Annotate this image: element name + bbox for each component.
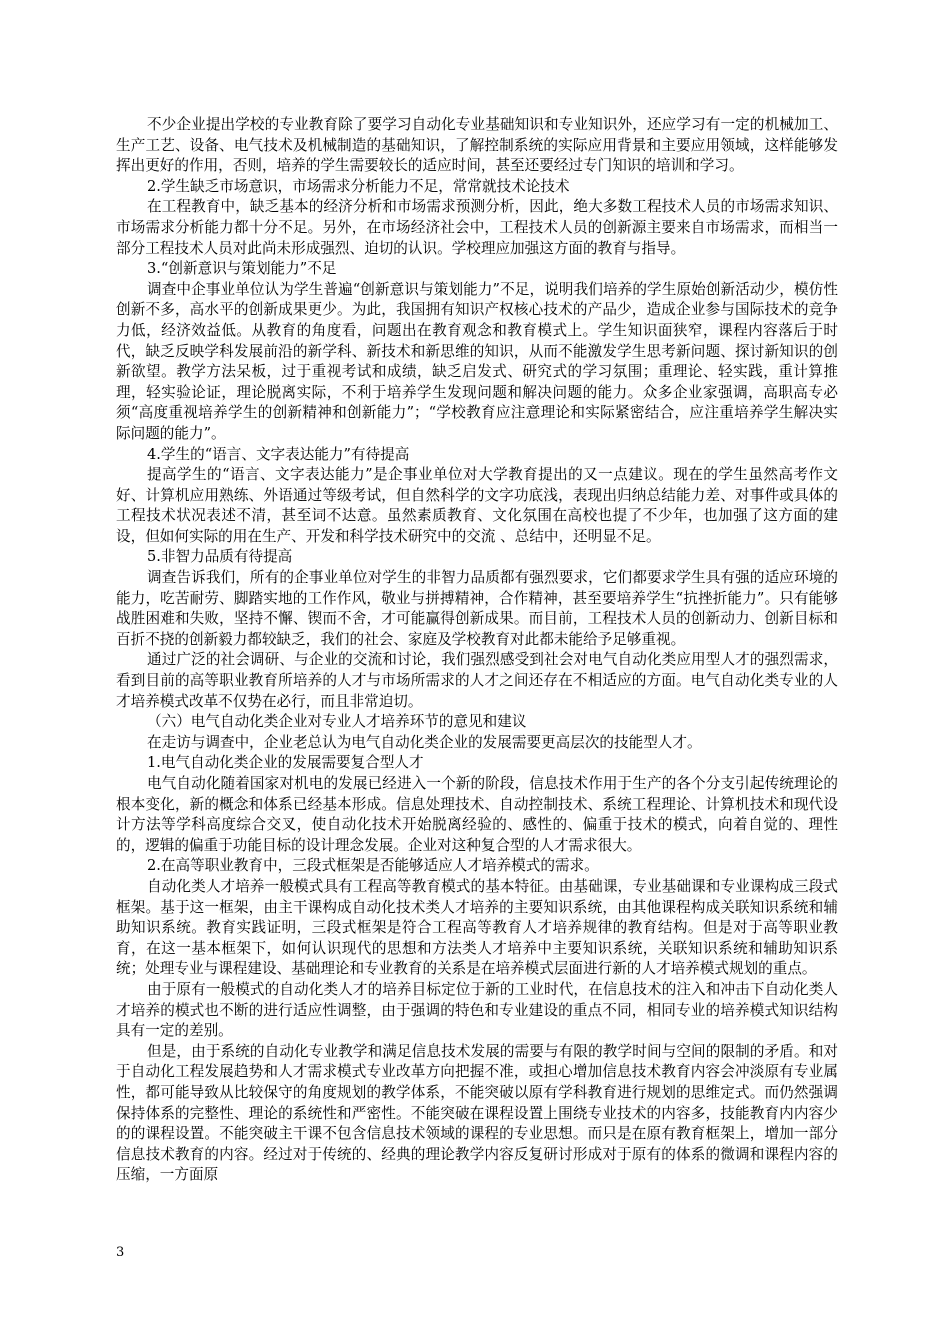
section-heading: 5.非智力品质有待提高 (147, 548, 293, 566)
paragraph: 电气自动化随着国家对机电的发展已经进入一个新的阶段，信息技术作用于生产的各个分支引起传统理论的根本变化，新的概念和体系已经基本形成。信息处理技术、自动控制技术、系统工程理论、计算机技术和现代设计方法等学科高度综合交叉，使自动化技术开始脱离经验的、感性的、偏重于技术的模式，向着自觉的、理性的，逻辑的偏重于功能目标的设计理念发展。企业对这种复合型的人才需求很大。 (116, 775, 838, 854)
paragraph: 调查告诉我们，所有的企事业单位对学生的非智力品质都有强烈要求，它们都要求学生具有强的适应环境的能力，吃苦耐劳、脚踏实地的工作作风，敬业与拼搏精神，合作精神，甚至要培养学生“抗挫折能力”。只有能够战胜困难和失败，坚持不懈、锲而不舍，才可能赢得创新成果。而目前，工程技术人员的创新动力、创新目标和百折不挠的创新毅力都较缺乏，我们的社会、家庭及学校教育对此都未能给予足够重视。 (116, 569, 838, 648)
paragraph: 在工程教育中，缺乏基本的经济分析和市场需求预测分析，因此，绝大多数工程技术人员的市场需求知识、市场需求分析能力都十分不足。另外，在市场经济社会中，工程技术人员的创新源主要来自市场需求，而相当一部分工程技术人员对此尚未形成强烈、迫切的认识。学校理应加强这方面的教育与指导。 (116, 198, 838, 257)
section-heading: 1.电气自动化类企业的发展需要复合型人才 (147, 754, 424, 772)
section-heading: 2.在高等职业教育中，三段式框架是否能够适应人才培养模式的需求。 (147, 857, 599, 875)
section-heading: 3.“创新意识与策划能力”不足 (147, 260, 337, 278)
paragraph: 自动化类人才培养一般模式具有工程高等教育模式的基本特征。由基础课，专业基础课和专业课构成三段式框架。基于这一框架，由主干课构成自动化技术类人才培养的主要知识系统，由其他课程构成关联知识系统和辅助知识系统。教育实践证明，三段式框架是符合工程高等教育人才培养规律的教育结构。但是对于高等职业教育，在这一基本框架下，如何认识现代的思想和方法类人才培养中主要知识系统，关联知识系统和辅助知识系统；处理专业与课程建设、基础理论和专业教育的关系是在培养模式层面进行新的人才培养模式规划的重点。 (116, 877, 838, 978)
paragraph: 不少企业提出学校的专业教育除了要学习自动化专业基础知识和专业知识外，还应学习有一定的机械加工、生产工艺、设备、电气技术及机械制造的基础知识，了解控制系统的实际应用背景和主要应用领域，这样能够发挥出更好的作用，否则，培养的学生需要较长的适应时间，甚至还要经过专门知识的培训和学习。 (116, 116, 838, 175)
paragraph: 由于原有一般模式的自动化类人才的培养目标定位于新的工业时代，在信息技术的注入和冲击下自动化类人才培养的模式也不断的进行适应性调整，由于强调的特色和专业建设的重点不同，相同专业的培养模式知识结构具有一定的差别。 (116, 980, 838, 1040)
section-heading: 2.学生缺乏市场意识，市场需求分析能力不足，常常就技术论技术 (147, 177, 570, 195)
document-body (116, 115, 838, 1186)
section-heading: （六）电气自动化类企业对专业人才培养环节的意见和建议 (147, 713, 527, 731)
paragraph: 在走访与调查中，企业老总认为电气自动化类企业的发展需要更高层次的技能型人才。 (147, 733, 702, 751)
paragraph: 通过广泛的社会调研、与企业的交流和讨论，我们强烈感受到社会对电气自动化类应用型人才的强烈需求，看到目前的高等职业教育所培养的人才与市场所需求的人才之间还存在不相适应的方面。电气自动化类专业的人才培养模式改革不仅势在必行，而且非常迫切。 (116, 651, 838, 710)
section-heading: 4.学生的“语言、文字表达能力”有待提高 (147, 445, 410, 463)
page-number: 3 (116, 1245, 125, 1260)
paragraph: 提高学生的“语言、文字表达能力”是企事业单位对大学教育提出的又一点建议。现在的学生虽然高考作文好、计算机应用熟练、外语通过等级考试，但自然科学的文字功底浅，表现出归纳总结能力差、对事件或具体的工程技术状况表述不清，甚至词不达意。虽然素质教育、文化氛围在高校也提了不少年，也加强了这方面的建设，但如何实际的用在生产、开发和科学技术研究中的交流 、总结中，还明显不足。 (116, 466, 838, 545)
paragraph: 调查中企事业单位认为学生普遍“创新意识与策划能力”不足，说明我们培养的学生原始创新活动少，模仿性创新不多，高水平的创新成果更少。为此，我国拥有知识产权核心技术的产品少，造成企业参与国际技术的竞争力低，经济效益低。从教育的角度看，问题出在教育观念和教育模式上。学生知识面狭窄，课程内容落后于时代，缺乏反映学科发展前沿的新学科、新技术和新思维的知识，从而不能激发学生思考新问题、探讨新知识的创新欲望。教学方法呆板，过于重视考试和成绩，缺乏启发式、研究式的学习氛围；重理论、轻实践，重计算推理，轻实验论证，理论脱离实际，不利于培养学生发现问题和解决问题的能力。众多企业家强调，高职高专必须“高度重视培养学生的创新精神和创新能力”；“学校教育应注意理论和实际紧密结合，应注重培养学生解决实际问题的能力”。 (116, 280, 838, 442)
paragraph: 但是，由于系统的自动化专业教学和满足信息技术发展的需要与有限的教学时间与空间的限制的矛盾。和对于自动化工程发展趋势和人才需求模式专业改革方向把握不准，或担心增加信息技术教育内容会冲淡原有专业属性，都可能导致从比较保守的角度规划的教学体系，不能突破以原有学科教育进行规划的思维定式。而仍然强调保持体系的完整性、理论的系统性和严密性。不能突破在课程设置上围绕专业技术的内容多，技能教育内内容少的的课程设置。不能突破主干课不包含信息技术领域的课程的专业思想。而只是在原有教育框架上，增加一部分信息技术教育的内容。经过对于传统的、经典的理论教学内容反复研讨形成对于原有的体系的微调和课程内容的压缩，一方面原 (116, 1042, 838, 1184)
